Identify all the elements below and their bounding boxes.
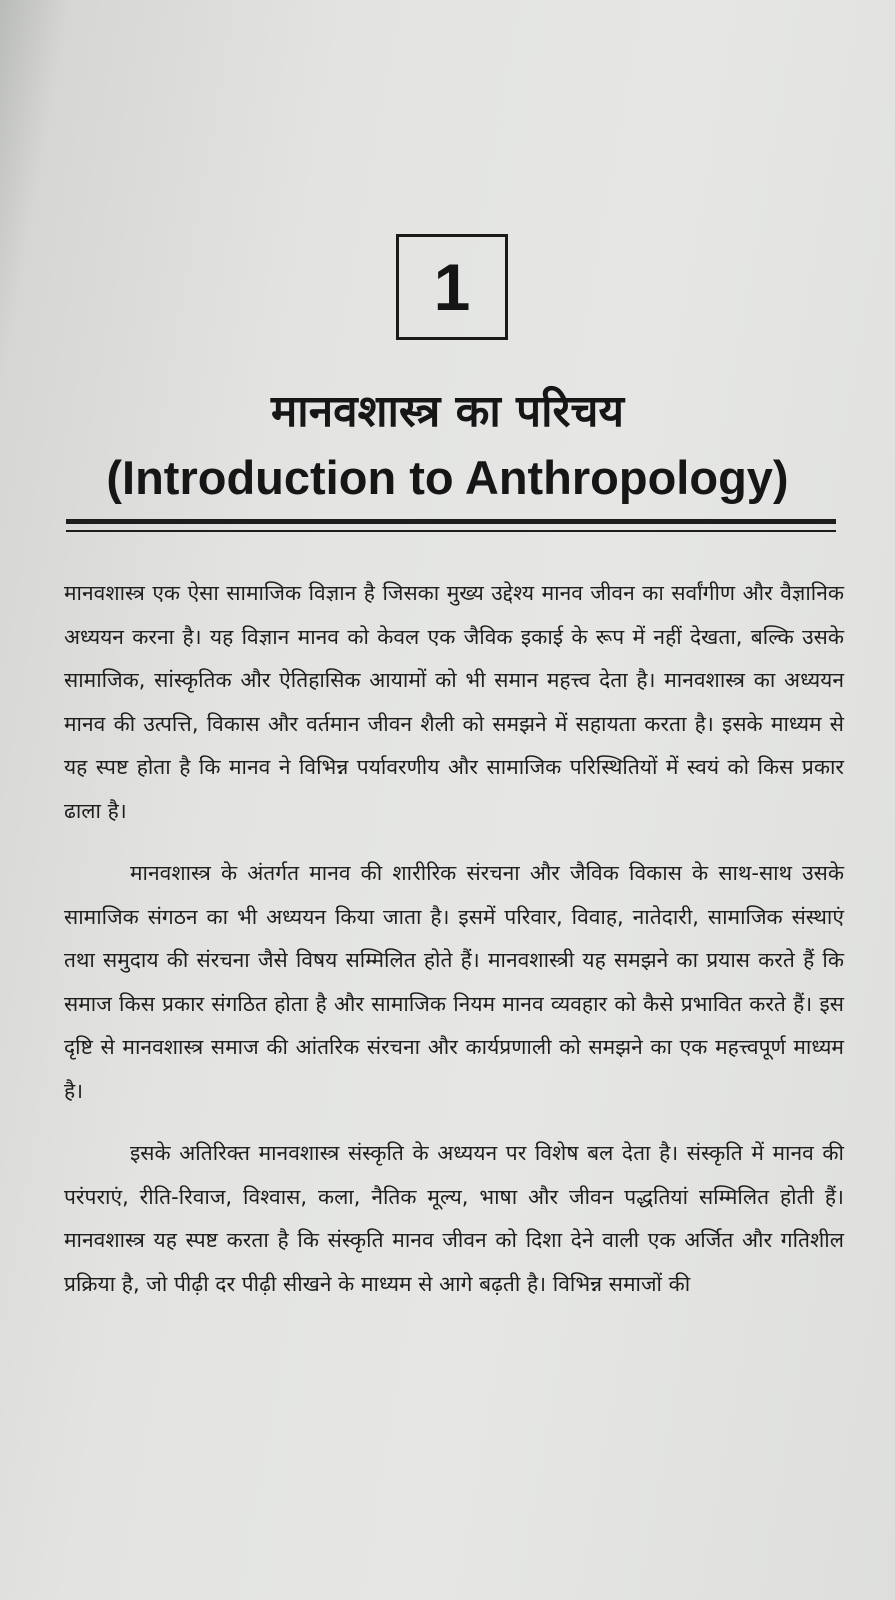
chapter-number: 1 [433, 250, 471, 324]
chapter-body [64, 572, 844, 1325]
chapter-title-english: (Introduction to Anthropology) [106, 451, 789, 504]
paragraph-3: इसके अतिरिक्त मानवशास्त्र संस्कृति के अध्ययन पर विशेष बल देता है। संस्कृति में मानव की परंपराएं, रीति-रिवाज, विश्वास, कला, नैतिक मूल्य, भाषा और जीवन पद्धतियां सम्मिलित होती हैं। मानवशास्त्र यह स्पष्ट करता है कि संस्कृति मानव जीवन को दिशा देने वाली एक अर्जित और गतिशील प्रक्रिया है, जो पीढ़ी दर पीढ़ी सीखने के माध्यम से आगे बढ़ती है। विभिन्न समाजों की [64, 1141, 844, 1296]
chapter-title-hindi: मानवशास्त्र का परिचय [271, 386, 624, 437]
title-divider-thick [66, 519, 836, 524]
paragraph-1: मानवशास्त्र एक ऐसा सामाजिक विज्ञान है जिसका मुख्य उद्देश्य मानव जीवन का सर्वांगीण और वैज्ञानिक अध्ययन करना है। यह विज्ञान मानव को केवल एक जैविक इकाई के रूप में नहीं देखता, बल्कि उसके सामाजिक, सांस्कृतिक और ऐतिहासिक आयामों को भी समान महत्त्व देता है। मानवशास्त्र का अध्ययन मानव की उत्पत्ति, विकास और वर्तमान जीवन शैली को समझने में सहायता करता है। इसके माध्यम से यह स्पष्ट होता है कि मानव ने विभिन्न पर्यावरणीय और सामाजिक परिस्थितियों में स्वयं को किस प्रकार ढाला है। [64, 581, 844, 823]
title-divider-thin [66, 530, 836, 532]
paragraph-2: मानवशास्त्र के अंतर्गत मानव की शारीरिक संरचना और जैविक विकास के साथ-साथ उसके सामाजिक संगठन का भी अध्ययन किया जाता है। इसमें परिवार, विवाह, नातेदारी, सामाजिक संस्थाएं तथा समुदाय की संरचना जैसे विषय सम्मिलित होते हैं। मानवशास्त्री यह समझने का प्रयास करते हैं कि समाज किस प्रकार संगठित होता है और सामाजिक नियम मानव व्यवहार को कैसे प्रभावित करते हैं। इस दृष्टि से मानवशास्त्र समाज की आंतरिक संरचना और कार्यप्रणाली को समझने का एक महत्त्वपूर्ण माध्यम है। [64, 861, 844, 1103]
chapter-number-box [396, 234, 508, 340]
